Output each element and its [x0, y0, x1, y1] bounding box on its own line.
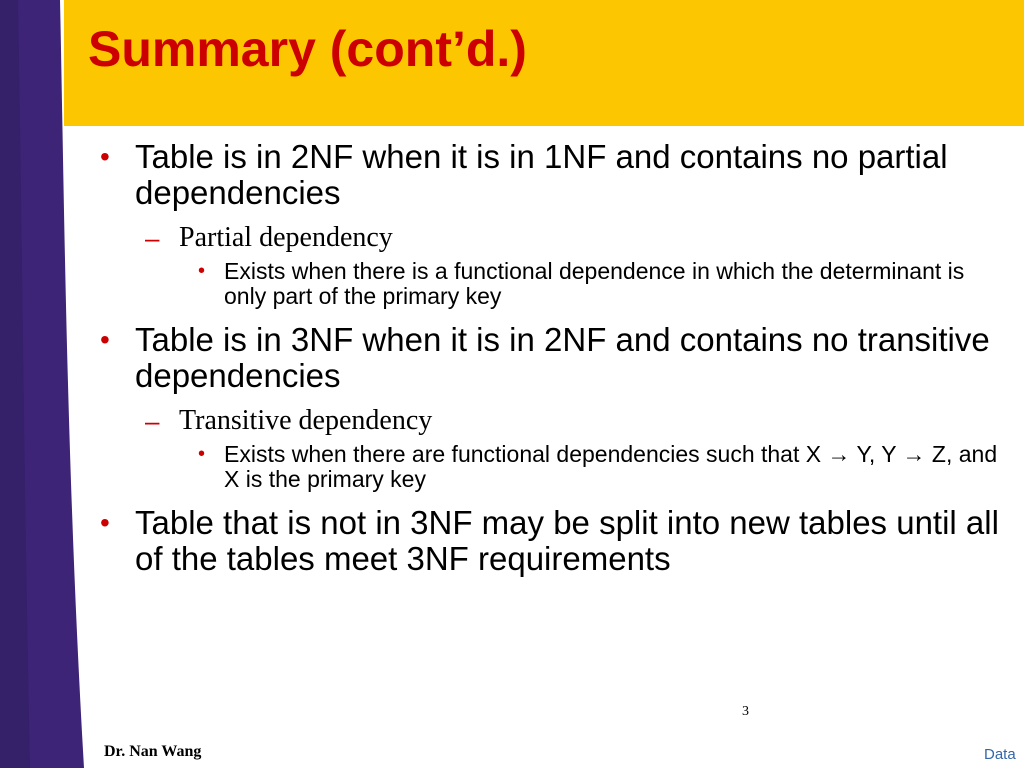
bullet-split-tables-text: Table that is not in 3NF may be split into new tables until all of the tables meet 3NF requirements	[135, 504, 999, 577]
bullet-dot: •	[198, 443, 206, 465]
bullet-group-3nf	[100, 322, 1010, 492]
bullet-dot: •	[198, 260, 206, 282]
author-name: Dr. Nan Wang	[104, 743, 202, 760]
detail-transitive-dependency-text: Exists when there are functional dependencies such that X → Y, Y → Z, and X is the primary key	[224, 441, 998, 492]
detail-partial-dependency-text: Exists when there is a functional dependence in which the determinant is only part of the primary key	[224, 258, 965, 309]
sub-bullet-transitive-dependency-text: Transitive dependency	[179, 405, 433, 436]
bullet-dot: •	[100, 324, 110, 355]
bullet-dot: •	[100, 507, 110, 538]
footer-course-label: Data	[984, 746, 1016, 763]
bullet-2nf-text: Table is in 2NF when it is in 1NF and contains no partial dependencies	[135, 138, 948, 211]
bullet-dash: –	[145, 406, 160, 436]
detail-transitive-dependency	[198, 442, 1010, 492]
bullet-3nf	[100, 322, 1010, 394]
bullet-2nf	[100, 139, 1010, 211]
bullet-group-split	[100, 505, 1010, 577]
bullet-dash: –	[145, 223, 160, 253]
page-number: 3	[742, 704, 749, 719]
sub-bullet-transitive-dependency	[145, 405, 1010, 437]
sub-bullet-partial-dependency-text: Partial dependency	[179, 222, 393, 253]
bullet-3nf-text: Table is in 3NF when it is in 2NF and contains no transitive dependencies	[135, 321, 990, 394]
bullet-group-2nf	[100, 139, 1010, 309]
bullet-split-tables	[100, 505, 1010, 577]
bullet-dot: •	[100, 141, 110, 172]
detail-partial-dependency	[198, 259, 1010, 309]
slide-content	[100, 139, 1010, 577]
slide-title: Summary (cont’d.)	[88, 21, 527, 77]
sub-bullet-partial-dependency	[145, 222, 1010, 254]
